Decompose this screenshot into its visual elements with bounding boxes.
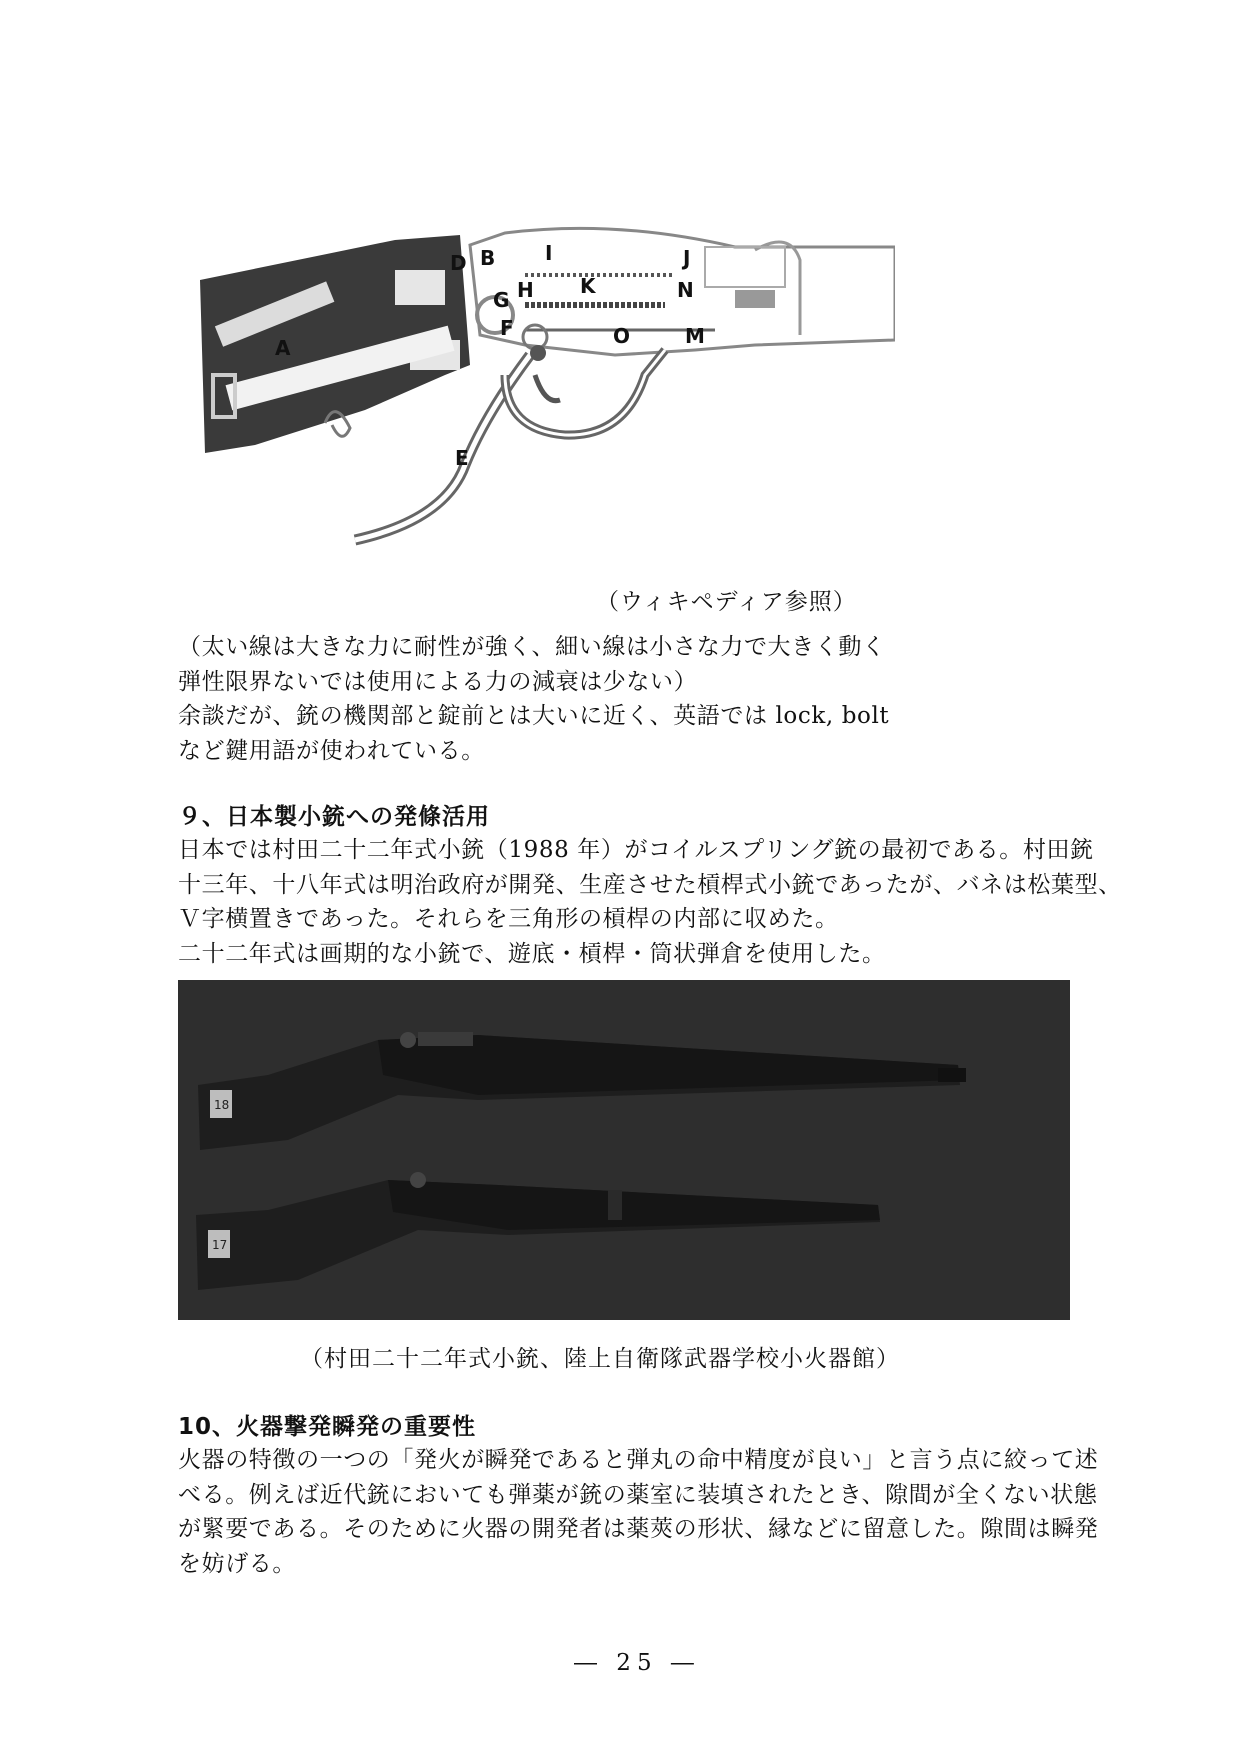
diagram-label-g: G	[493, 288, 510, 312]
diagram-label-i: I	[545, 241, 553, 265]
section-10-line: を妨げる。	[178, 1550, 296, 1577]
section-9-line: 二十二年式は画期的な小銃で、遊底・槓桿・筒状弾倉を使用した。	[178, 940, 886, 967]
diagram-caption: （ウィキペディア参照）	[596, 589, 857, 615]
intro-line: 弾性限界ないでは使用による力の減衰は少ない）	[178, 668, 698, 695]
diagram-label-b: B	[480, 246, 496, 270]
section-10-line: べる。例えば近代銃においても弾薬が銃の薬室に装填されたとき、隙間が全くない状態	[178, 1481, 1098, 1508]
page-number: ― 25 ―	[574, 1650, 700, 1676]
section-9-heading: ９、日本製小銃への発條活用	[178, 804, 490, 830]
diagram-label-m: M	[685, 324, 705, 348]
diagram-label-d: D	[450, 251, 467, 275]
rifle-tag-17: 17	[212, 1238, 228, 1252]
diagram-label-h: H	[517, 278, 534, 302]
photo-caption: （村田二十二年式小銃、陸上自衛隊武器学校小火器館）	[300, 1346, 900, 1372]
rifle-tag-18: 18	[214, 1098, 230, 1112]
intro-line: など鍵用語が使われている。	[178, 737, 485, 764]
diagram-label-k: K	[580, 274, 596, 298]
diagram-label-e: E	[455, 446, 469, 470]
section-9-line: Ｖ字横置きであった。それらを三角形の槓桿の内部に収めた。	[178, 906, 839, 932]
section-10-paragraph	[178, 1443, 1098, 1581]
diagram-label-a: A	[275, 336, 291, 360]
intro-paragraph	[178, 630, 889, 768]
section-10-line: 火器の特徴の一つの「発火が瞬発であると弾丸の命中精度が良い」と言う点に絞って述	[178, 1447, 1099, 1473]
diagram-label-n: N	[677, 278, 694, 302]
diagram-label-f: F	[500, 316, 514, 340]
intro-line: （太い線は大きな力に耐性が強く、細い線は小さな力で大きく動く	[178, 634, 886, 660]
intro-line: 余談だが、銃の機関部と錠前とは大いに近く、英語では lock, bolt	[178, 703, 890, 729]
rifles-photo	[178, 980, 1070, 1320]
diagram-label-j: J	[683, 246, 691, 270]
rifle-mechanism-diagram	[195, 225, 895, 590]
section-10-heading: 10、火器撃発瞬発の重要性	[178, 1414, 477, 1440]
section-10-line: が緊要である。そのために火器の開発者は薬莢の形状、縁などに留意した。隙間は瞬発	[178, 1516, 1099, 1542]
section-9-line: 十三年、十八年式は明治政府が開発、生産させた槓桿式小銃であったが、バネは松葉型、	[178, 871, 1122, 898]
section-9-line: 日本では村田二十二年式小銃（1988 年）がコイルスプリング銃の最初である。村田銃	[178, 837, 1094, 863]
section-9-paragraph	[178, 833, 1122, 971]
diagram-label-o: O	[613, 324, 631, 348]
